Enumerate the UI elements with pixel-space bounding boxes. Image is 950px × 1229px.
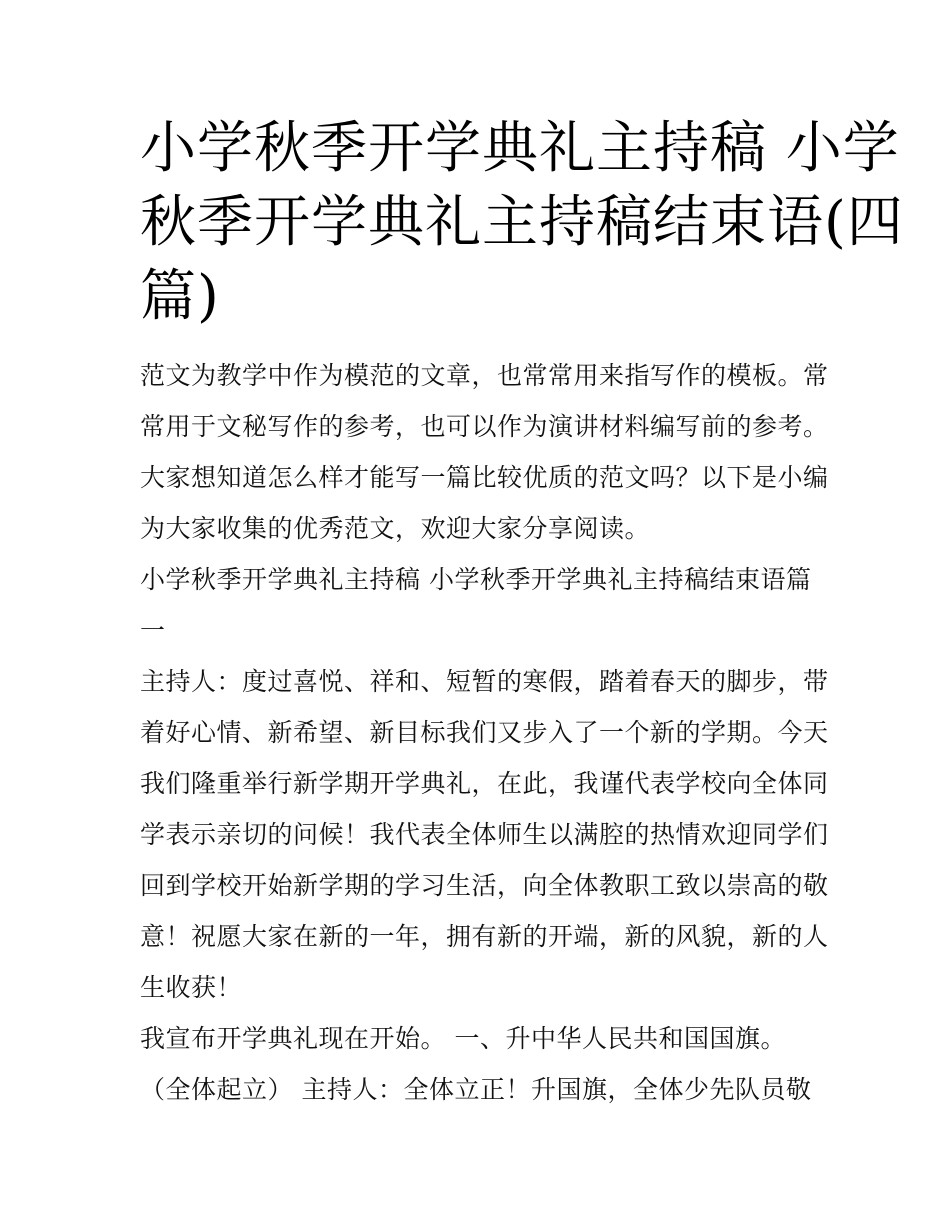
document-title	[140, 112, 904, 334]
text-line: 生收获！	[140, 973, 243, 1002]
text-line: 着好心情、新希望、新目标我们又步入了一个新的学期。今天	[140, 718, 829, 747]
title-line: 秋季开学典礼主持稿结束语(四	[140, 190, 904, 255]
announcement-paragraph	[140, 1013, 815, 1064]
section-heading	[140, 554, 815, 656]
text-line: 为大家收集的优秀范文，欢迎大家分享阅读。	[140, 514, 651, 543]
text-line: 大家想知道怎么样才能写一篇比较优质的范文吗？以下是小编	[140, 463, 829, 492]
text-line: 学表示亲切的问候！我代表全体师生以满腔的热情欢迎同学们	[140, 820, 829, 849]
host-speech-paragraph	[140, 656, 829, 1013]
document-content	[140, 112, 904, 1115]
text-line: 意！祝愿大家在新的一年，拥有新的开端，新的风貌，新的人	[140, 922, 829, 951]
text-line: 我们隆重举行新学期开学典礼，在此，我谨代表学校向全体同	[140, 769, 829, 798]
flag-raising-paragraph	[140, 1064, 815, 1115]
text-line: 我宣布开学典礼现在开始。 一、升中华人民共和国国旗。	[140, 1024, 786, 1053]
text-line: 常用于文秘写作的参考，也可以作为演讲材料编写前的参考。	[140, 412, 829, 441]
intro-paragraph	[140, 350, 829, 554]
text-line: 主持人：度过喜悦、祥和、短暂的寒假，踏着春天的脚步，带	[140, 667, 829, 696]
text-line: 小学秋季开学典礼主持稿 小学秋季开学典礼主持稿结束语篇	[140, 565, 812, 594]
text-line: 范文为教学中作为模范的文章，也常常用来指写作的模板。常	[140, 361, 829, 390]
title-line: 小学秋季开学典礼主持稿 小学	[140, 116, 900, 181]
document-body	[140, 350, 829, 1115]
title-line: 篇)	[140, 264, 220, 329]
text-line: （全体起立） 主持人：全体立正！升国旗，全体少先队员敬	[140, 1075, 812, 1104]
text-line: 一	[140, 616, 166, 645]
text-line: 回到学校开始新学期的学习生活，向全体教职工致以崇高的敬	[140, 871, 829, 900]
